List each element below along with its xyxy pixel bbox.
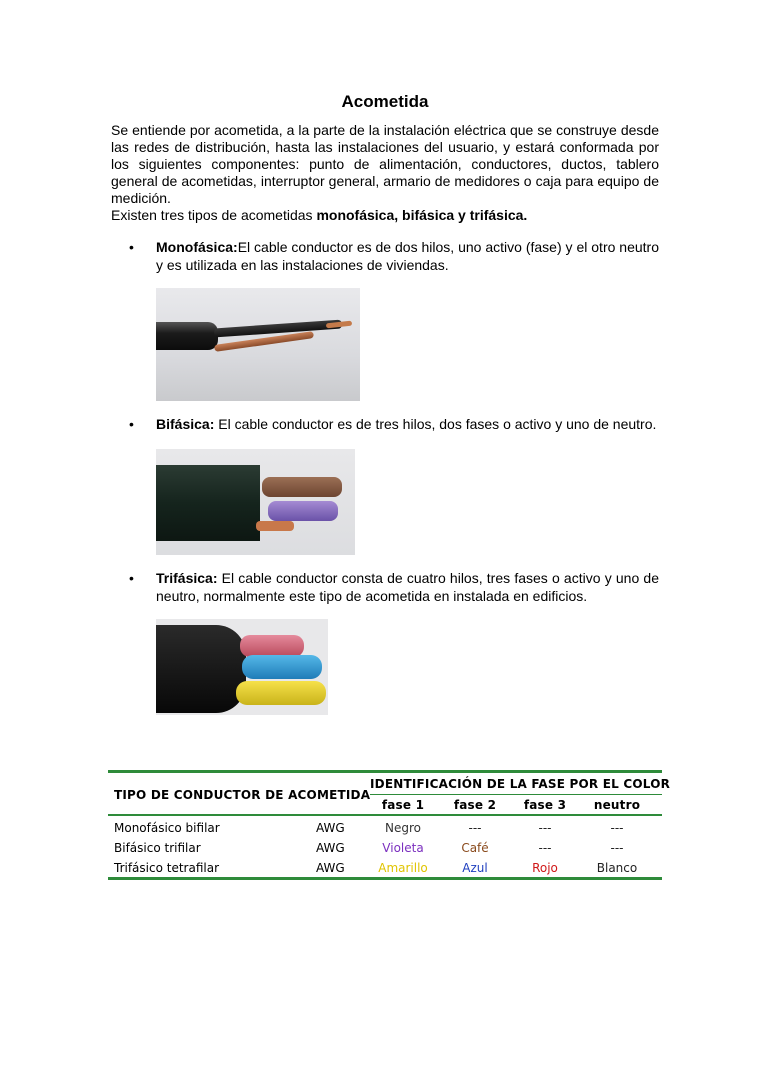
cell-neutro: ---	[610, 841, 624, 855]
table-top-rule	[108, 770, 662, 773]
header-fase-2: fase 2	[453, 798, 497, 812]
list-item-bifasica	[111, 415, 659, 433]
cell-fase-1: Violeta	[382, 841, 424, 855]
cell-neutro: ---	[610, 821, 624, 835]
cell-fase-3: ---	[538, 821, 552, 835]
header-conductor-type: TIPO DE CONDUCTOR DE ACOMETIDA	[114, 788, 371, 802]
types-bold-text: monofásica, bifásica y trifásica.	[316, 207, 528, 223]
intro-text: Se entiende por acometida, a la parte de la instalación eléctrica que se construye desde las redes de distribución, hasta las instalaciones del usuario, y estará conformada por los siguientes componentes: punto de alimentación, conductores, ductos, tablero general de acometidas, interruptor general, armario de medidores o caja para equipo de medición.	[111, 122, 659, 206]
item-text: El cable conductor es de dos hilos, uno activo (fase) y el otro neutro y es utilizada en las instalaciones de viviendas.	[156, 239, 659, 273]
table-bottom-rule	[108, 877, 662, 880]
row-awg: AWG	[316, 861, 345, 875]
row-awg: AWG	[316, 821, 345, 835]
intro-paragraph	[111, 122, 659, 224]
cell-fase-2: ---	[468, 821, 482, 835]
table-header-rule	[108, 814, 662, 816]
cell-neutro: Blanco	[596, 861, 638, 875]
trifasica-cable-photo	[156, 619, 328, 715]
header-neutro: neutro	[593, 798, 641, 812]
cell-fase-2: Azul	[462, 861, 488, 875]
cell-fase-3: ---	[538, 841, 552, 855]
bifasica-cable-photo	[156, 449, 355, 555]
item-term: Monofásica:	[156, 239, 238, 255]
phase-color-table	[108, 770, 671, 880]
header-phase-identification: IDENTIFICACIÓN DE LA FASE POR EL COLOR	[370, 777, 671, 791]
bullet-icon: •	[129, 239, 134, 255]
item-text: El cable conductor consta de cuatro hilos, tres fases o activo y uno de neutro, normalmente este tipo de acometida en instalada en edificios.	[156, 570, 659, 604]
bullet-icon: •	[129, 570, 134, 586]
list-item-monofasica	[111, 238, 659, 274]
bullet-icon: •	[129, 416, 134, 432]
header-fase-3: fase 3	[523, 798, 567, 812]
monofasica-cable-photo	[156, 288, 360, 401]
row-name: Bifásico trifilar	[114, 841, 201, 855]
row-awg: AWG	[316, 841, 345, 855]
item-text: El cable conductor es de tres hilos, dos fases o activo y uno de neutro.	[214, 416, 657, 432]
item-term: Bifásica:	[156, 416, 215, 432]
cell-fase-3: Rojo	[532, 861, 558, 875]
row-name: Trifásico tetrafilar	[114, 861, 220, 875]
cell-fase-2: Café	[461, 841, 489, 855]
row-name: Monofásico bifilar	[114, 821, 220, 835]
list-item-trifasica	[111, 569, 659, 605]
item-term: Trifásica:	[156, 570, 218, 586]
page-title: Acometida	[341, 92, 429, 111]
cell-fase-1: Amarillo	[378, 861, 428, 875]
table-group-rule	[370, 794, 662, 795]
header-fase-1: fase 1	[381, 798, 425, 812]
document-body	[111, 92, 659, 715]
types-lead-text: Existen tres tipos de acometidas	[111, 207, 317, 223]
cell-fase-1: Negro	[385, 821, 421, 835]
